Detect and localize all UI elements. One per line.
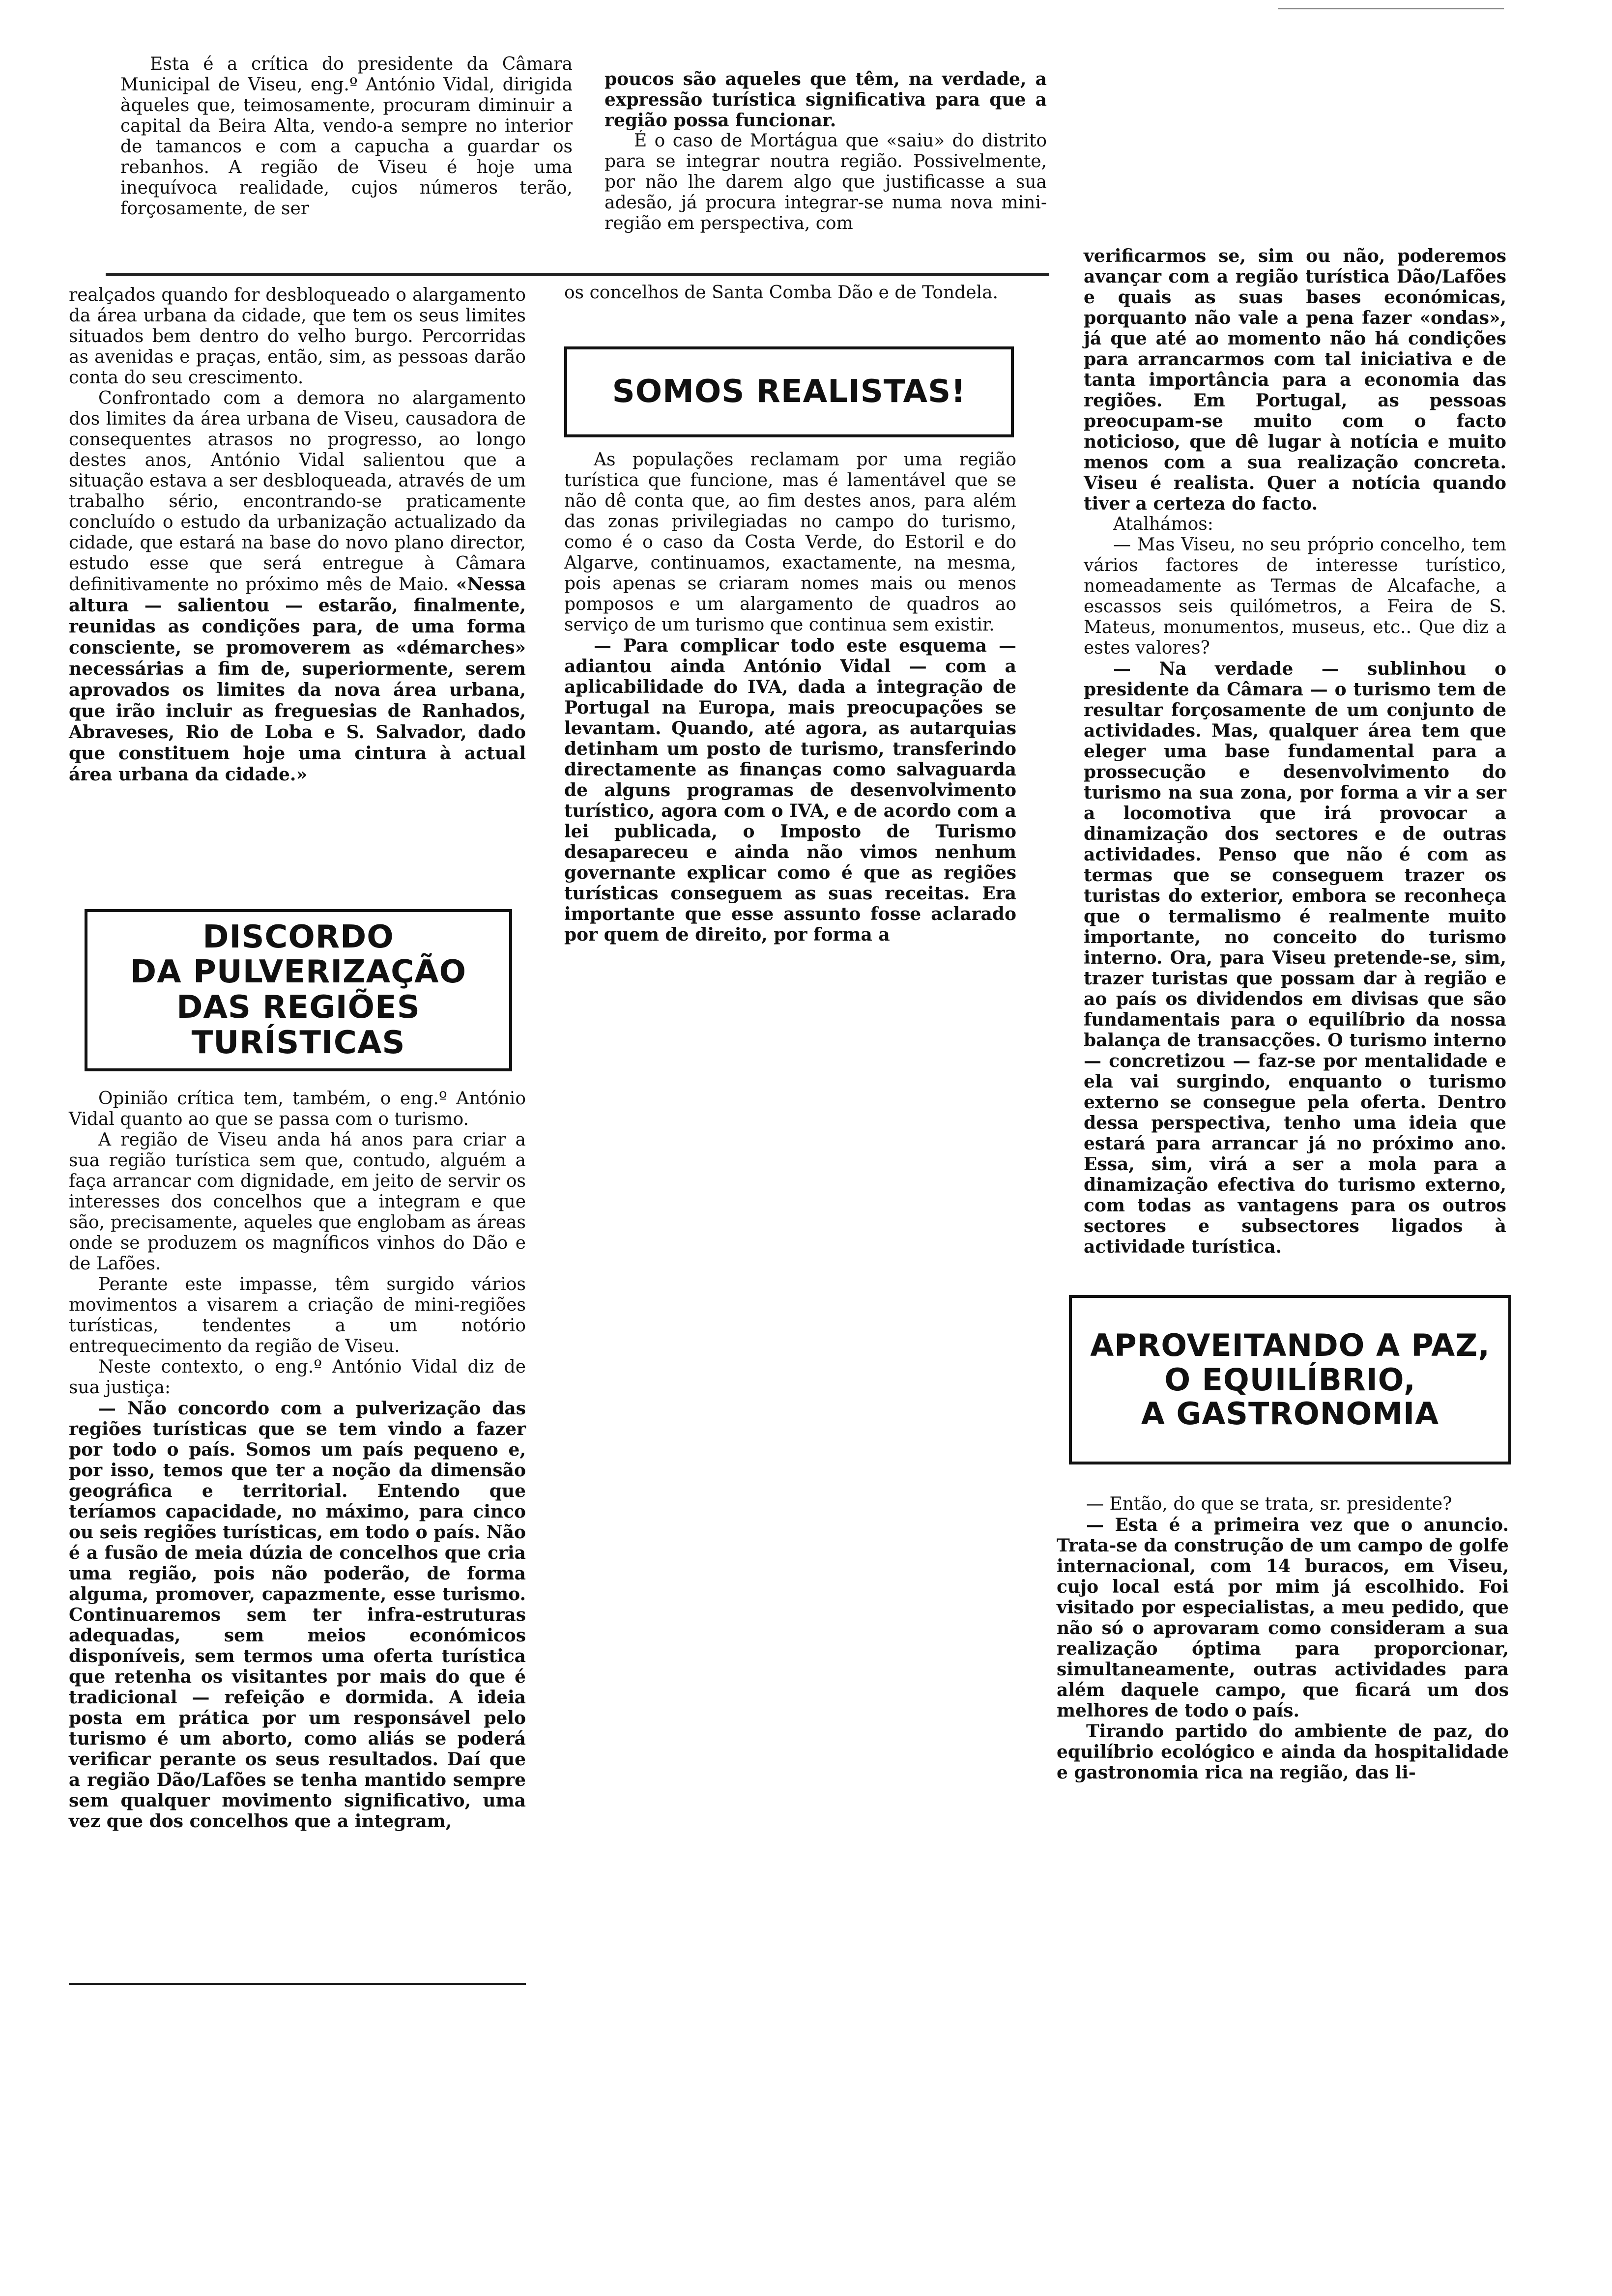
headline3-line-1: APROVEITANDO A PAZ, [1090,1327,1490,1364]
headline-somos-realistas: SOMOS REALISTAS! [612,373,966,410]
top-rule [1278,8,1504,9]
article-col-middle-lower [564,450,1016,945]
left-paragraph-1: realçados quando for desbloqueado o alargamento da área urbana da cidade, que tem os seus limites situados bem dentro do velho burgo. Percorridas as avenidas e praças, então, sim, as pessoas darão conta do seu crescimento. [69,285,526,388]
article-intro [120,54,573,219]
headline-box-discordo [85,909,512,1071]
article-col2-top [604,69,1047,234]
left-column-end-rule [69,1983,526,1985]
left-paragraph-2 [69,388,526,785]
article-col-middle [564,283,1016,303]
right-paragraph-1: verificarmos se, sim ou não, poderemos avançar com a região turística Dão/Lafões e quais as suas bases económicas, porquanto não vale a pena fazer «ondas», já que até ao momento não há condições para arrancarmos com tal iniciativa e de tanta importância para a economia das regiões. Em Portugal, as pessoas preocupam-se muito com o facto noticioso, que dê lugar à notícia e muito menos com a sua realização concreta. Viseu é realista. Quer a notícia quando tiver a certeza do facto. [1084,246,1506,514]
left-paragraph-6: Neste contexto, o eng.º António Vidal diz de sua justiça: [69,1357,526,1398]
article-col-right [1084,246,1506,1257]
headline-box-somos-realistas [564,346,1014,437]
middle-paragraph-1: os concelhos de Santa Comba Dão e de Tondela. [564,283,998,303]
headline-box-aproveitando [1069,1295,1511,1464]
article-col-left [69,285,526,785]
col2-top-bold: poucos são aqueles que têm, na verdade, a expressão turística significativa para que a região possa funcionar. [604,69,1047,131]
left-paragraph-2-text: Confrontado com a demora no alargamento dos limites da área urbana de Viseu, causadora de consequentes atrasos no progresso, ao longo destes anos, António Vidal salientou que a situação estava a ser desbloqueada, através de um trabalho sério, encontrando-se praticamente concluído o estudo da urbanização actualizado da cidade, que estará na base do novo plano director, estudo esse que será entregue à Câmara definitivamente no próximo mês de Maio. [69,388,526,595]
right-paragraph-3: — Mas Viseu, no seu próprio concelho, tem vários factores de interesse turístico, nomeadamente as Termas de Alcafache, a escassos seis quilómetros, a Feira de S. Mateus, monumentos, museus, etc.. Que diz a estes valores? [1084,535,1506,658]
headline3-line-3: A GASTRONOMIA [1141,1396,1439,1432]
right-paragraph-5: — Então, do que se trata, sr. presidente? [1086,1494,1452,1514]
right-paragraph-4: — Na verdade — sublinhou o presidente da Câmara — o turismo tem de resultar forçosamente de um conjunto de actividades. Mas, qualquer área tem que eleger uma base fundamental para a prossecução e desenvolvimento do turismo na sua zona, por forma a vir a ser a locomotiva que irá provocar a dinamização dos sectores e de outras actividades. Penso que não é com as termas que se conseguem trazer os turistas do exterior, embora se reconheça que o termalismo é realmente muito importante, no conceito do turismo interno. Ora, para Viseu pretende-se, sim, trazer turistas que possam dar à região e ao país os dividendos em divisas que são fundamentais para o equilíbrio da nossa balança de transacções. O turismo interno — concretizou — faz-se por mentalidade e ela vai surgindo, enquanto o turismo externo se consegue pela oferta. Dentro dessa perspectiva, tenho uma ideia que estará para arrancar já no próximo ano. Essa, sim, virá a ser a mola para a dinamização efectiva do turismo externo, com todas as vantagens para os outros sectores e subsectores ligados à actividade turística. [1084,659,1506,1257]
left-paragraph-2-quote: «Nessa altura — salientou — estarão, finalmente, reunidas as condições para, de uma forma consciente, se promoverem as «démarches» necessárias a fim de, superiormente, serem aprovados os limites da nova área urbana, que irão incluir as freguesias de Ranhados, Abraveses, Rio de Loba e S. Salvador, dado que constituem hoje uma cintura à actual área urbana da cidade.» [69,574,526,785]
article-col-right-lower [1057,1494,1509,1783]
section-divider [106,273,1049,276]
right-paragraph-7: Tirando partido do ambiente de paz, do equilíbrio ecológico e ainda da hospitalidade e gastronomia rica na região, das li- [1057,1721,1509,1783]
headline3-line-2: O EQUILÍBRIO, [1164,1361,1416,1398]
right-paragraph-6: — Esta é a primeira vez que o anuncio. Trata-se da construção de um campo de golfe internacional, com 14 buracos, em Viseu, cujo local está por mim já escolhido. Foi visitado por especialistas, a meu pedido, que não só o aprovaram como consideram a sua realização óptima para proporcionar, simultaneamente, outras actividades para além daquele campo, que ficará um dos melhores de todo o país. [1057,1515,1509,1721]
left-paragraph-7: — Não concordo com a pulverização das regiões turísticas que se tem vindo a fazer por todo o país. Somos um país pequeno e, por isso, temos que ter a noção da dimensão geográfica e territorial. Entendo que teríamos capacidade, no máximo, para cinco ou seis regiões turísticas, em todo o país. Não é a fusão de meia dúzia de concelhos que cria uma região, pois não poderão, de forma alguma, promover, capazmente, esse turismo. Continuaremos sem ter infra-estruturas adequadas, sem meios económicos disponíveis, sem termos uma oferta turística que retenha os visitantes por mais do que é tradicional — refeição e dormida. A ideia posta em prática por um responsável pelo turismo é um aborto, como aliás se poderá verificar perante os seus resultados. Daí que a região Dão/Lafões se tenha mantido sempre sem qualquer movimento significativo, uma vez que dos concelhos que a integram, [69,1398,526,1832]
left-paragraph-4: A região de Viseu anda há anos para criar a sua região turística sem que, contudo, alguém a faça arrancar com dignidade, em jeito de servir os interesses dos concelhos que a integram e que são, precisamente, aqueles que englobam as áreas onde se produzem os magníficos vinhos do Dão e de Lafões. [69,1130,526,1274]
intro-paragraph: Esta é a crítica do presidente da Câmara Municipal de Viseu, eng.º António Vidal, dirigida àqueles que, teimosamente, procuram diminuir a capital da Beira Alta, vendo-a sempre no interior de tamancos e com a capucha a guardar os rebanhos. A região de Viseu é hoje uma inequívoca realidade, cujos números terão, forçosamente, de ser [120,54,573,219]
headline-line-3: DAS REGIÕES TURÍSTICAS [176,989,420,1061]
article-col-left-lower [69,1089,526,1832]
left-paragraph-5: Perante este impasse, têm surgido vários movimentos a visarem a criação de mini-regiões turísticas, tendentes a um notório entrequecimento da região de Viseu. [69,1274,526,1356]
middle-paragraph-2: As populações reclamam por uma região turística que funcione, mas é lamentável que se não dê conta que, ao fim destes anos, para além das zonas privilegiadas no campo do turismo, como é o caso da Costa Verde, do Estoril e do Algarve, continuamos, exactamente, na mesma, pois apenas se criaram nomes mais ou menos pomposos e um alargamento de quadros ao serviço de um turismo que continua sem existir. [564,450,1016,635]
headline-line-1: DISCORDO [202,918,394,955]
left-paragraph-3: Opinião crítica tem, também, o eng.º António Vidal quanto ao que se passa com o turismo. [69,1089,526,1129]
headline-line-2: DA PULVERIZAÇÃO [130,954,466,991]
right-paragraph-2: Atalhámos: [1113,514,1213,534]
middle-paragraph-3: — Para complicar todo este esquema — adiantou ainda António Vidal — com a aplicabilidade do IVA, dada a integração de Portugal na Europa, mais preocupações se levantam. Quando, até agora, as autarquias detinham um posto de turismo, transferindo directamente as finanças como salvaguarda de alguns programas de desenvolvimento turístico, agora com o IVA, e de acordo com a lei publicada, o Imposto de Turismo desapareceu e ainda não vimos nenhum governante explicar como é que as regiões turísticas conseguem as suas receitas. Era importante que esse assunto fosse aclarado por quem de direito, por forma a [564,635,1016,945]
col2-top-paragraph: É o caso de Mortágua que «saiu» do distrito para se integrar noutra região. Possivelmente, por não lhe darem algo que justificasse a sua adesão, já procura integrar-se numa nova mini-região em perspectiva, com [604,131,1047,233]
